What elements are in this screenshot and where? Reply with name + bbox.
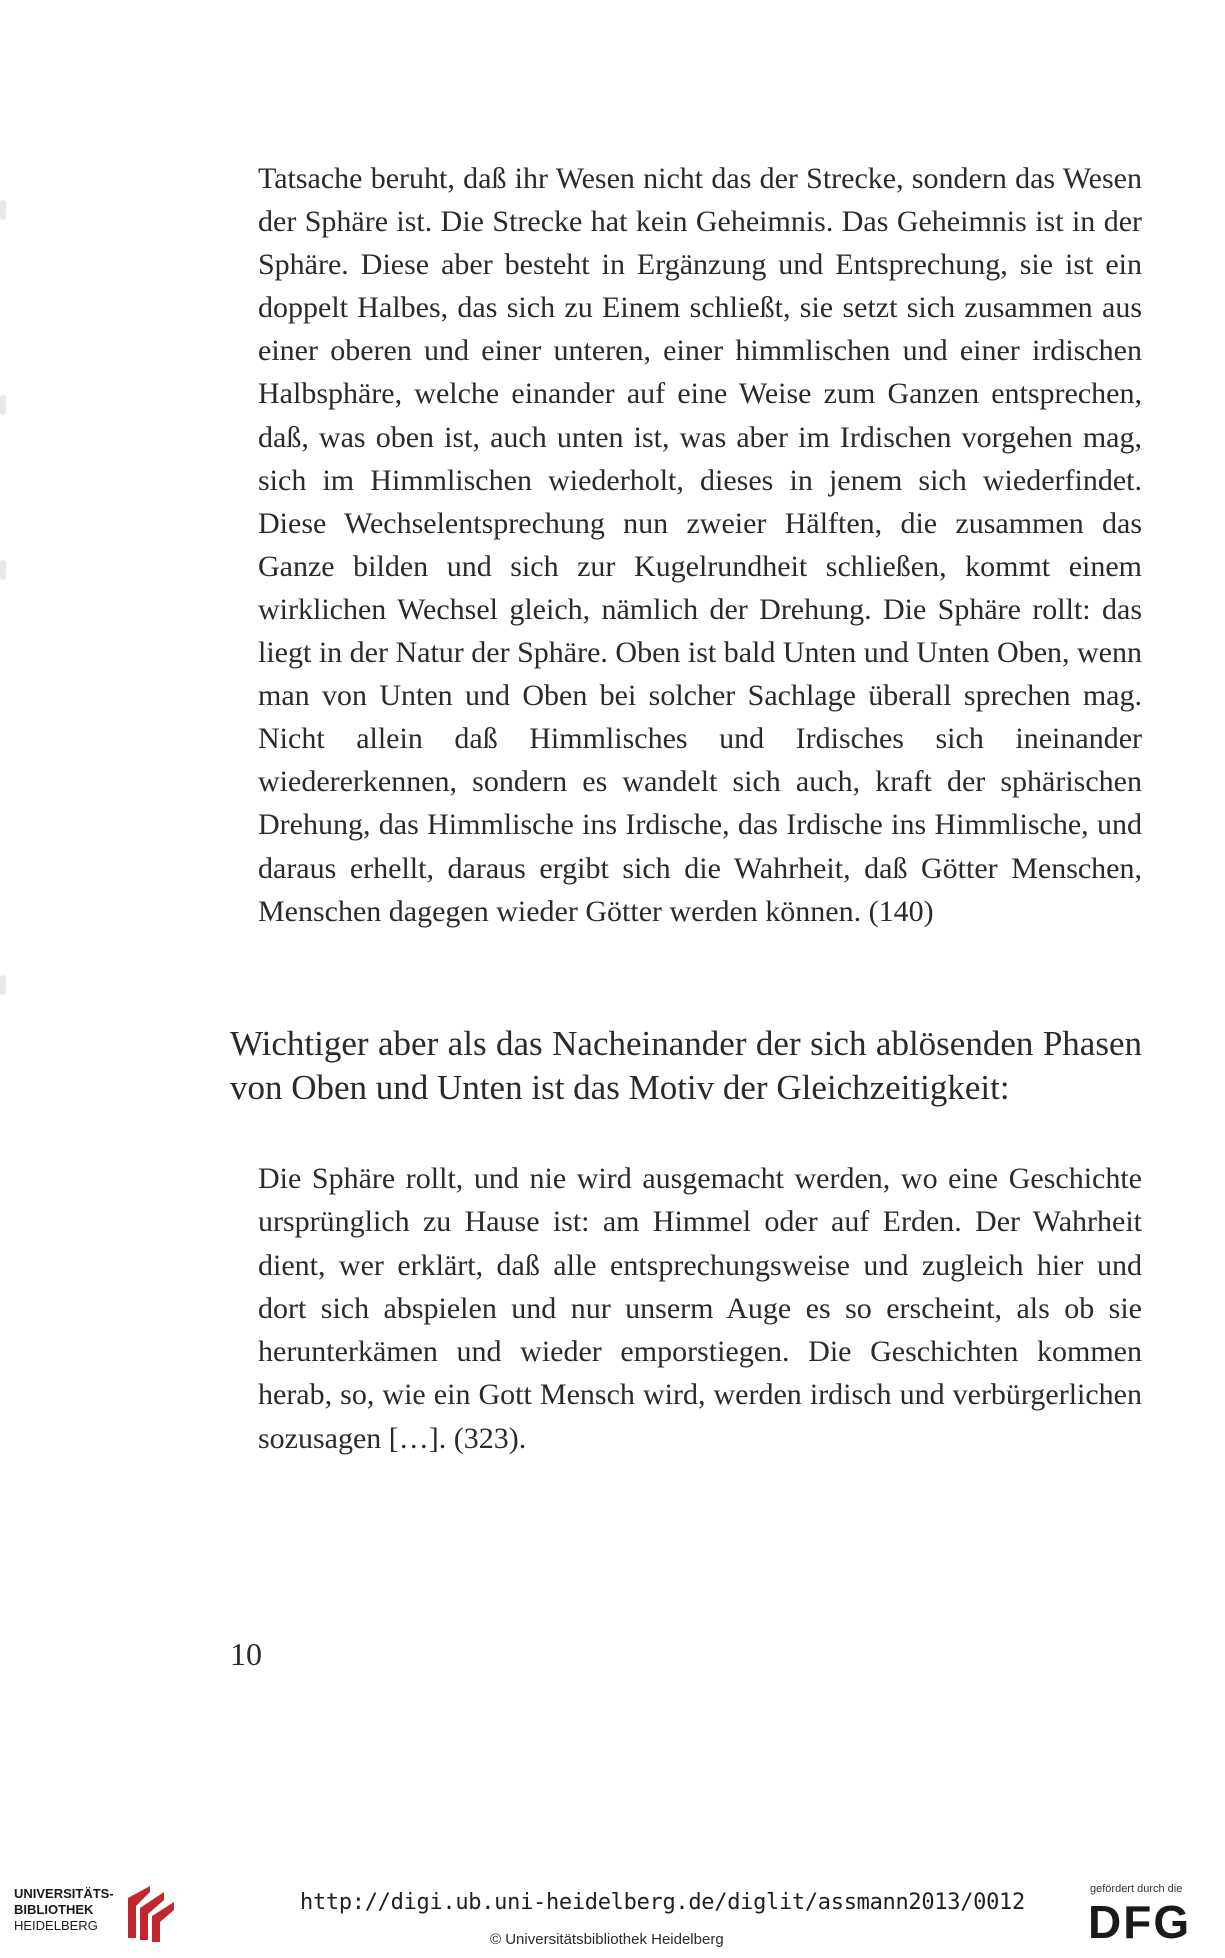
- scan-edge-mark: [0, 975, 6, 995]
- body-paragraph: Wichtiger aber als das Nacheinander der sich ablösenden Phasen von Oben und Unten ist das Motiv der Gleichzeitigkeit:: [230, 1024, 1142, 1107]
- library-line-3: HEIDELBERG: [14, 1918, 98, 1933]
- funding-note: gefördert durch die: [1090, 1883, 1183, 1895]
- scan-edge-mark: [0, 560, 6, 580]
- block-quote-2: Die Sphäre rollt, und nie wird ausgemacht werden, wo eine Geschichte ursprünglich zu Hause ist: am Himmel oder auf Erden. Der Wahrheit dient, wer erklärt, daß alle entsprechungsweise und zugleich hier und dort sich abspielen und nur unserm Auge es so erscheint, als ob sie herunterkämen und wieder emporstiegen. Die Geschichten kommen herab, so, wie ein Gott Mensch wird, werden irdisch und verbürgerlichen sozusagen […]. (323).: [258, 1162, 1142, 1455]
- copyright-notice: © Universitätsbibliothek Heidelberg: [490, 1931, 724, 1948]
- library-line-1: UNIVERSITÄTS-: [14, 1886, 114, 1901]
- page-number: 10: [230, 1636, 262, 1672]
- block-quote-1: Tatsache beruht, daß ihr Wesen nicht das der Strecke, sondern das Wesen der Sphäre ist. Die Strecke hat kein Geheimnis. Das Geheimnis ist in der Sphäre. Diese aber besteht in Ergänzung und Entsprechung, sie ist ein doppelt Halbes, das sich zu Einem schließt, sie setzt sich zusammen aus einer oberen und einer unteren, einer himmlischen und einer irdischen Halbsphäre, welche einander auf eine Weise zum Ganzen entsprechen, daß, was oben ist, auch unten ist, was aber im Irdischen vorgehen mag, sich im Himmlischen wiederholt, dieses in jenem sich wiederfindet. Diese Wechselentsprechung nun zweier Hälften, die zusammen das Ganze bilden und sich zur Kugelrundheit schließen, kommt einem wirklichen Wechsel gleich, nämlich der Drehung. Die Sphäre rollt: das liegt in der Natur der Sphäre. Oben ist bald Unten und Unten Oben, wenn man von Unten und Oben bei solcher Sachlage überall sprechen mag. Nicht allein daß Himmlisches und Irdisches sich ineinander wiedererkennen, sondern es wandelt sich auch, kraft der sphärischen Drehung, das Himmlische ins Irdische, das Irdische ins Himmlische, und daraus erhellt, daraus ergibt sich die Wahrheit, daß Götter Menschen, Menschen dagegen wieder Götter werden können. (140): [258, 162, 1142, 928]
- dfg-logo: DFG: [1088, 1896, 1192, 1948]
- scan-edge-mark: [0, 395, 6, 415]
- library-name: [14, 1886, 114, 1934]
- scan-edge-mark: [0, 200, 6, 220]
- library-line-2: BIBLIOTHEK: [14, 1902, 94, 1917]
- permalink-url[interactable]: http://digi.ub.uni-heidelberg.de/diglit/assmann2013/0012: [300, 1890, 1025, 1915]
- library-emblem-icon: [124, 1886, 176, 1942]
- university-library-logo: [14, 1886, 194, 1942]
